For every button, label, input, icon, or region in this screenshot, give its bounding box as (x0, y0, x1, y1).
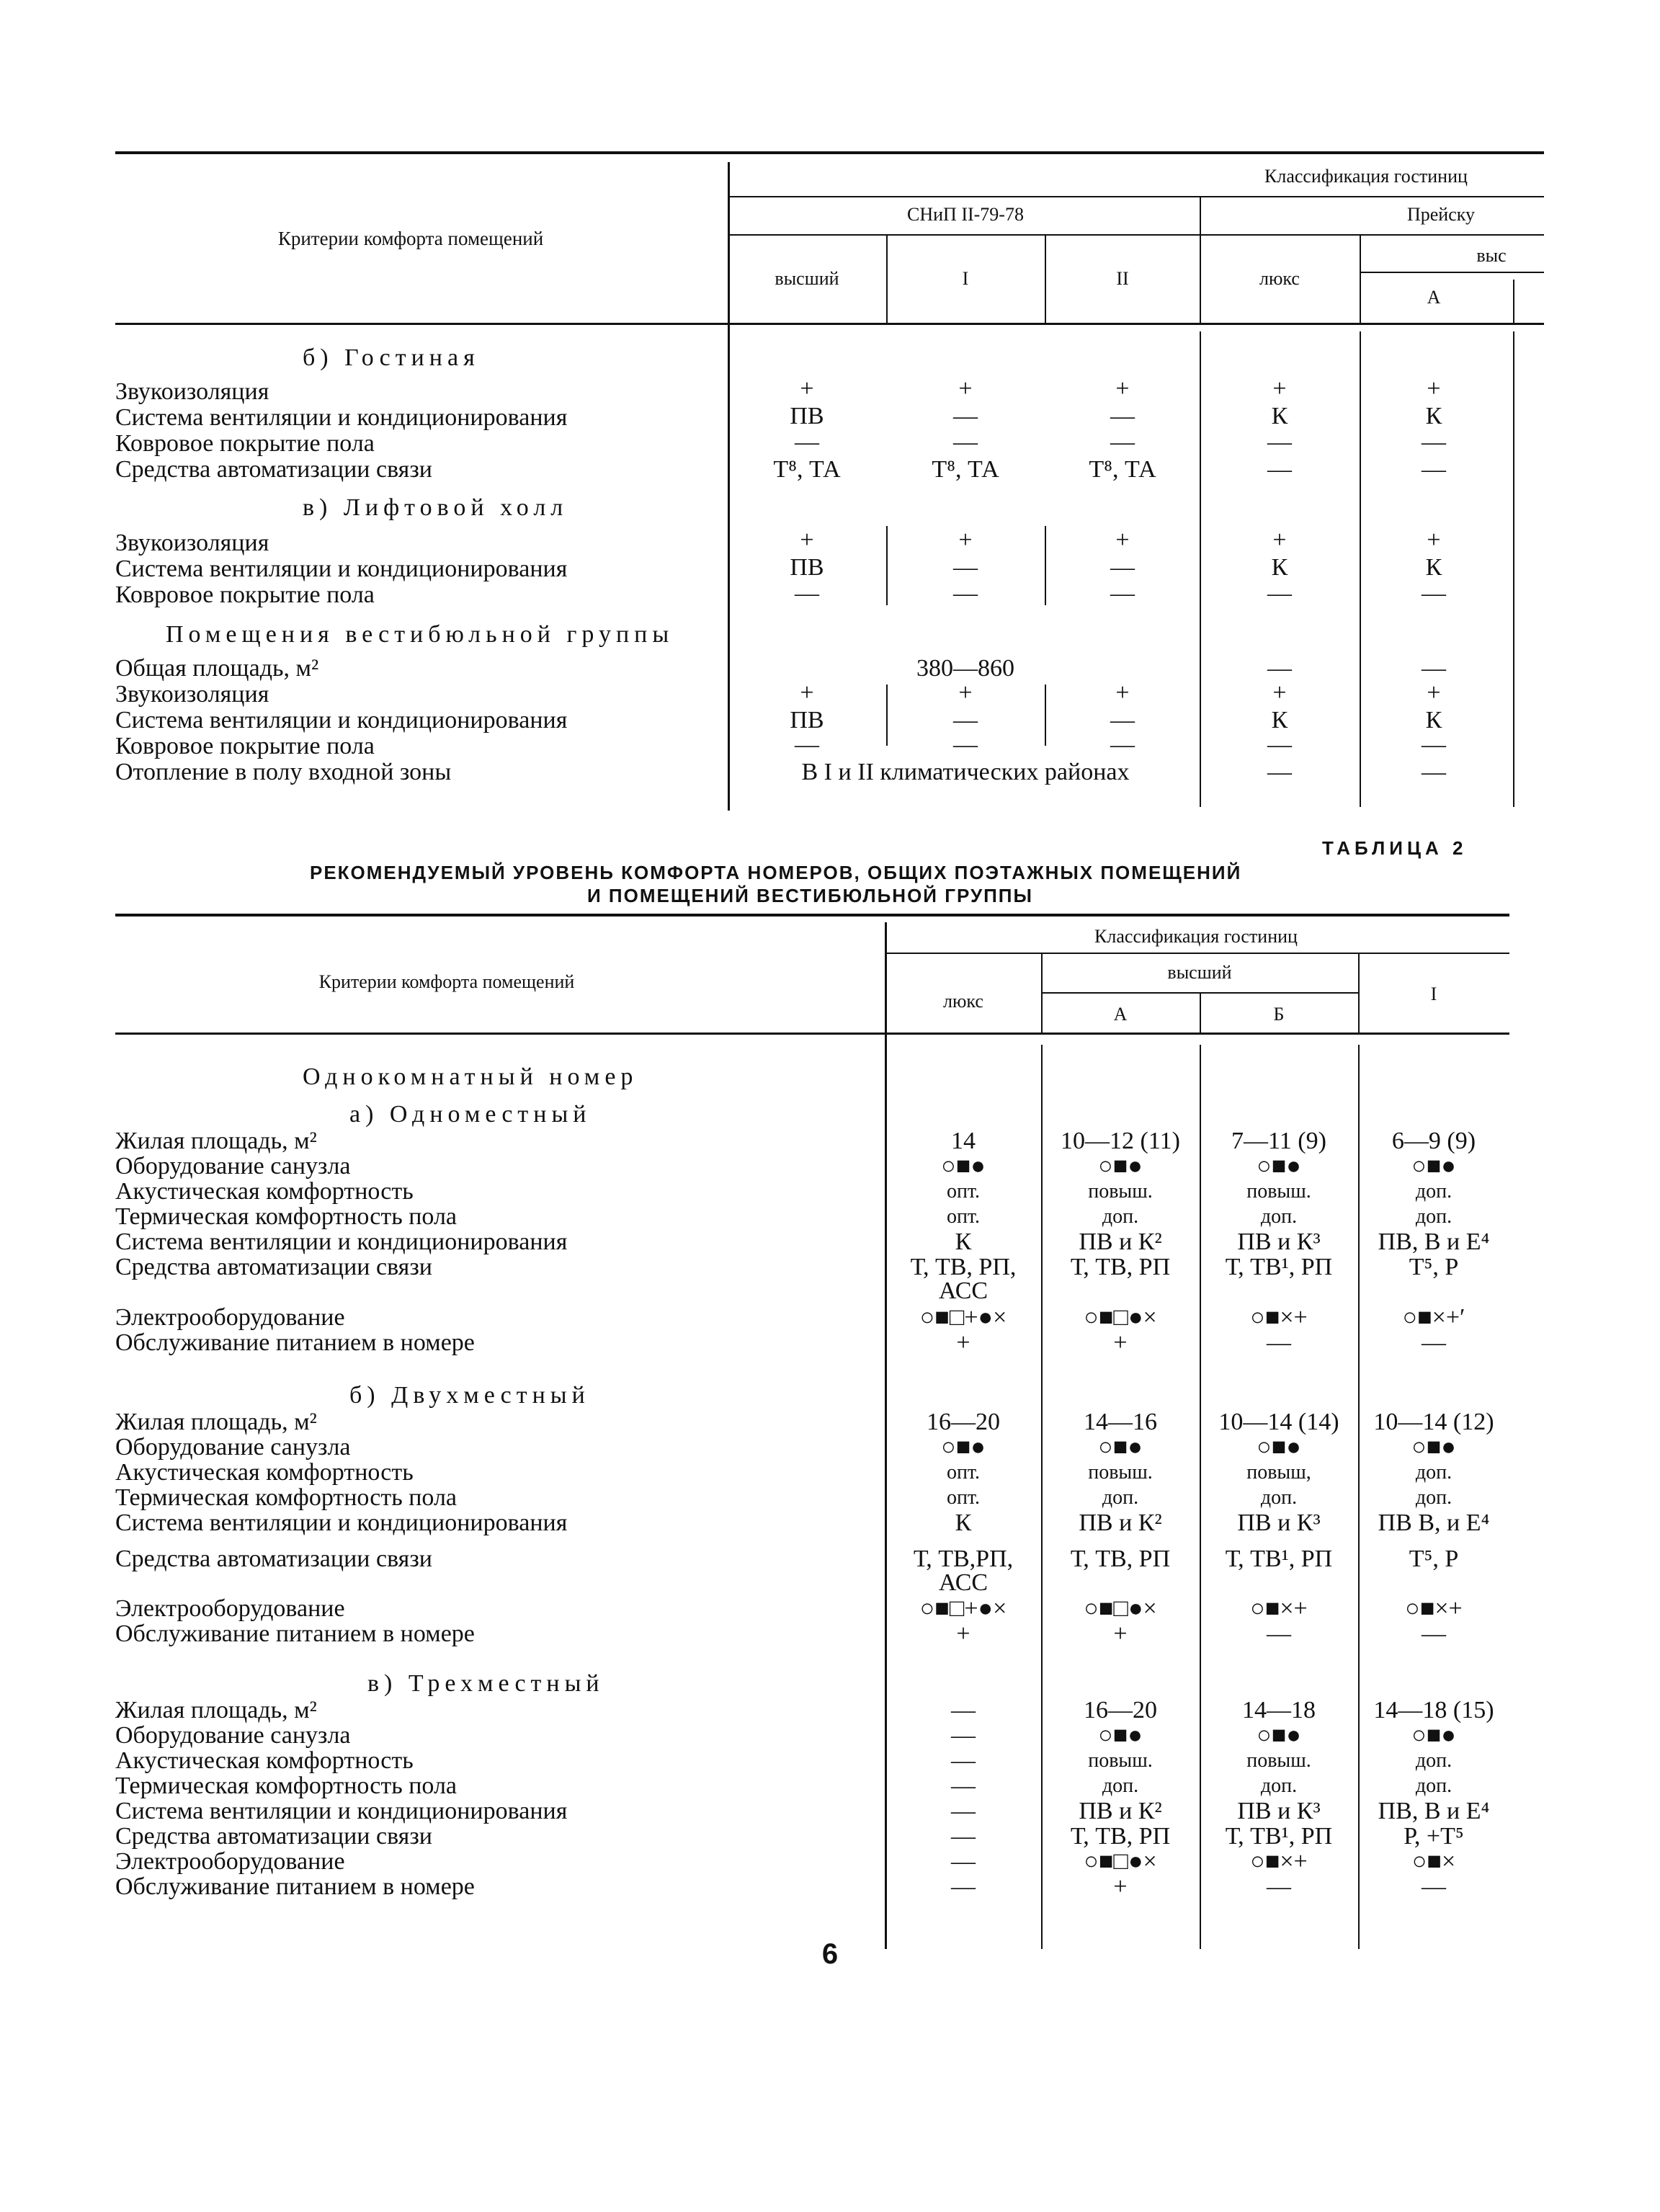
cell: + (1113, 1873, 1128, 1900)
table-title-line1: РЕКОМЕНДУЕМЫЙ УРОВЕНЬ КОМФОРТА НОМЕРОВ, ОБЩИХ ПОЭТАЖНЫХ ПОМЕЩЕНИЙ (310, 862, 1242, 883)
rule (728, 196, 1544, 197)
cell: — (953, 731, 978, 758)
cell: — (1110, 580, 1135, 607)
cell: Т, ТВ¹, РП (1225, 1823, 1333, 1850)
cell: ПВ (790, 554, 824, 581)
rule (1358, 1045, 1360, 1949)
cell: + (956, 1620, 970, 1647)
cell: К (1271, 707, 1288, 733)
rule (1513, 280, 1514, 323)
cell: — (951, 1747, 976, 1774)
cell: ПВ (790, 707, 824, 733)
cell: ○■× (1411, 1848, 1456, 1875)
cell: — (1422, 1873, 1446, 1900)
cell: повыш. (1246, 1749, 1311, 1772)
cell: К (955, 1509, 972, 1536)
cell: — (1267, 655, 1292, 682)
cell: Т⁵, Р (1409, 1546, 1459, 1572)
row-label: Звукоизоляция (115, 530, 269, 556)
cell: + (800, 375, 814, 402)
row-label: Оборудование санузла (115, 1434, 351, 1460)
cell: ПВ и К³ (1237, 1228, 1321, 1255)
row-label: Система вентиляции и кондиционирования (115, 404, 568, 431)
rule (1045, 684, 1046, 746)
row-label: Термическая комфортность пола (115, 1203, 458, 1230)
span-cell: В I и II климатических районах (801, 759, 1130, 785)
cell: 14—18 (15) (1373, 1697, 1494, 1723)
cell: К (1425, 554, 1442, 581)
cell: Т, ТВ, РП (1070, 1823, 1171, 1850)
rule (115, 151, 1544, 154)
rule (1200, 331, 1201, 807)
cell: ○■□+●× (919, 1595, 1007, 1622)
row-label: Термическая комфортность пола (115, 1484, 458, 1511)
cell: ○■● (1257, 1722, 1301, 1749)
cell: 7—11 (9) (1231, 1128, 1326, 1154)
row-label: Электрооборудование (115, 1304, 345, 1331)
section-title: в) Трехместный (367, 1670, 604, 1697)
row-label: Система вентиляции и кондиционирования (115, 707, 568, 733)
rule (115, 1033, 1509, 1035)
cell: опт. (946, 1486, 981, 1509)
cell: ○■● (1098, 1434, 1143, 1460)
cell: 10—14 (14) (1218, 1409, 1339, 1435)
cell: — (795, 429, 819, 455)
cell: — (1110, 731, 1135, 758)
cell: — (795, 731, 819, 758)
cell: доп. (1260, 1205, 1298, 1228)
row-label: Оборудование санузла (115, 1153, 351, 1179)
cell: ПВ и К³ (1237, 1798, 1321, 1824)
col-ii: II (1116, 268, 1129, 289)
cell: ПВ (790, 403, 824, 429)
cell: + (1272, 527, 1287, 553)
row-label: Акустическая комфортность (115, 1178, 414, 1205)
cell: — (1267, 1329, 1291, 1356)
cell: ПВ и К² (1079, 1228, 1162, 1255)
cell: — (1422, 655, 1446, 682)
cell: + (1272, 375, 1287, 402)
row-label: Средства автоматизации связи (115, 1546, 432, 1572)
classification-header: Классификация гостиниц (1264, 166, 1468, 187)
cell: Р, +Т⁵ (1404, 1823, 1464, 1850)
row-label: Ковровое покрытие пола (115, 430, 375, 457)
cell: + (958, 679, 973, 706)
cell: опт. (946, 1180, 981, 1203)
row-label: Акустическая комфортность (115, 1459, 414, 1486)
cell: — (1267, 759, 1292, 785)
cell: — (1422, 429, 1446, 455)
rule (885, 922, 887, 1949)
col-b: Б (1273, 1004, 1285, 1025)
table-number: ТАБЛИЦА 2 (1322, 837, 1468, 859)
cell: ПВ и К² (1079, 1798, 1162, 1824)
cell: — (951, 1697, 976, 1723)
cell: — (1267, 456, 1292, 483)
group-snip: СНиП II-79-78 (907, 204, 1024, 225)
row-label: Жилая площадь, м² (115, 1128, 317, 1154)
cell: — (1267, 1620, 1291, 1647)
col-vysshiy: высший (1167, 962, 1232, 983)
cell: повыш. (1088, 1180, 1153, 1203)
cell: ○■● (1257, 1153, 1301, 1179)
cell: ○■● (1411, 1434, 1456, 1460)
cell: 16—20 (927, 1409, 1000, 1435)
rule (728, 234, 1544, 236)
rule (886, 234, 888, 323)
cell: + (800, 527, 814, 553)
cell: — (1110, 554, 1135, 581)
cell: ПВ, В и Е⁴ (1378, 1798, 1490, 1824)
row-label: Система вентиляции и кондиционирования (115, 556, 568, 582)
row-label: Обслуживание питанием в номере (115, 1873, 475, 1900)
cell: Т, ТВ¹, РП (1225, 1254, 1333, 1280)
cell: — (1110, 403, 1135, 429)
rule (1045, 526, 1046, 605)
rule (1360, 331, 1361, 807)
cell: + (956, 1329, 970, 1356)
cell: — (1422, 731, 1446, 758)
rule (1360, 234, 1361, 323)
table-title-line2: И ПОМЕЩЕНИЙ ВЕСТИБЮЛЬНОЙ ГРУППЫ (587, 885, 1033, 906)
cell: АСС (938, 1569, 989, 1596)
criteria-header: Критерии комфорта помещений (318, 971, 575, 992)
cell: — (1422, 580, 1446, 607)
cell: Т, ТВ,РП, (913, 1546, 1014, 1572)
cell: доп. (1260, 1486, 1298, 1509)
col-i: I (962, 268, 969, 289)
section-title: б) Гостиная (303, 344, 480, 371)
cell: ПВ В, и Е⁴ (1378, 1509, 1490, 1536)
cell: 14 (951, 1128, 976, 1154)
cell: доп. (1415, 1180, 1452, 1203)
cell: ○■×+ (1405, 1595, 1463, 1622)
cell: ○■×+′ (1402, 1304, 1465, 1331)
cell: 14—16 (1084, 1409, 1157, 1435)
rule (115, 323, 1544, 325)
row-label: Жилая площадь, м² (115, 1409, 317, 1435)
cell: — (951, 1722, 976, 1749)
cell: + (958, 375, 973, 402)
cell: — (951, 1873, 976, 1900)
cell: опт. (946, 1205, 981, 1228)
cell: ПВ, В и Е⁴ (1378, 1228, 1490, 1255)
col-vys: выс (1476, 245, 1507, 266)
cell: К (1271, 403, 1288, 429)
row-label: Термическая комфортность пола (115, 1772, 458, 1799)
cell: — (951, 1848, 976, 1875)
cell: ○■□+●× (919, 1304, 1007, 1331)
rule (1200, 992, 1201, 1033)
cell: — (951, 1823, 976, 1850)
cell: ○■● (1098, 1722, 1143, 1749)
cell: — (1422, 1620, 1446, 1647)
row-label: Обслуживание питанием в номере (115, 1620, 475, 1647)
cell: ПВ и К³ (1237, 1509, 1321, 1536)
cell: доп. (1415, 1775, 1452, 1797)
cell: Т⁸, ТА (773, 456, 841, 483)
cell: ○■×+ (1250, 1595, 1308, 1622)
rule (885, 953, 1509, 954)
cell: опт. (946, 1461, 981, 1484)
cell: повыш. (1088, 1461, 1153, 1484)
cell: — (1267, 1873, 1291, 1900)
row-label: Система вентиляции и кондиционирования (115, 1228, 568, 1255)
cell: доп. (1102, 1205, 1139, 1228)
rule (1041, 1045, 1043, 1949)
cell: ○■×+ (1250, 1304, 1308, 1331)
cell: — (1267, 580, 1292, 607)
classification-header: Классификация гостиниц (1094, 926, 1298, 947)
rule (886, 526, 888, 605)
cell: К (1271, 554, 1288, 581)
cell: — (951, 1798, 976, 1824)
cell: Т, ТВ, РП (1070, 1546, 1171, 1572)
cell: — (1110, 707, 1135, 733)
cell: ○■● (1098, 1153, 1143, 1179)
cell: — (1422, 456, 1446, 483)
cell: доп. (1415, 1205, 1452, 1228)
row-label: Обслуживание питанием в номере (115, 1329, 475, 1356)
row-label: Жилая площадь, м² (115, 1697, 317, 1723)
cell: К (1425, 403, 1442, 429)
row-label: Система вентиляции и кондиционирования (115, 1798, 568, 1824)
cell: + (1427, 679, 1441, 706)
cell: — (795, 580, 819, 607)
main-title: Однокомнатный номер (303, 1063, 638, 1090)
cell: АСС (938, 1277, 989, 1304)
row-label: Средства автоматизации связи (115, 1254, 432, 1280)
rule (1513, 331, 1514, 807)
cell: — (1422, 759, 1446, 785)
cell: К (955, 1228, 972, 1255)
rule (886, 684, 888, 746)
cell: ○■● (1411, 1153, 1456, 1179)
cell: 10—14 (12) (1373, 1409, 1494, 1435)
rule (1045, 234, 1046, 323)
cell: 6—9 (9) (1391, 1128, 1476, 1154)
row-label: Средства автоматизации связи (115, 1823, 432, 1850)
cell: ○■● (1257, 1434, 1301, 1460)
cell: + (1272, 679, 1287, 706)
col-a: А (1113, 1004, 1128, 1025)
cell: + (1115, 527, 1130, 553)
cell: 16—20 (1084, 1697, 1157, 1723)
row-label: Отопление в полу входной зоны (115, 759, 452, 785)
row-label: Ковровое покрытие пола (115, 733, 375, 759)
cell: + (1113, 1620, 1128, 1647)
cell: — (951, 1772, 976, 1799)
col-vysshiy: высший (775, 268, 839, 289)
cell: ПВ и К² (1079, 1509, 1162, 1536)
cell: повыш, (1246, 1461, 1311, 1484)
group-preisku: Прейску (1406, 204, 1476, 225)
row-label: Средства автоматизации связи (115, 456, 432, 483)
row-label: Оборудование санузла (115, 1722, 351, 1749)
section-title: а) Одноместный (349, 1101, 592, 1128)
cell: доп. (1415, 1461, 1452, 1484)
cell: — (1267, 731, 1292, 758)
cell: + (1113, 1329, 1128, 1356)
cell: + (800, 679, 814, 706)
section-title: б) Двухместный (349, 1382, 590, 1409)
span-cell: 380—860 (916, 655, 1014, 682)
cell: Т, ТВ, РП (1070, 1254, 1171, 1280)
section-title: Помещения вестибюльной группы (166, 621, 674, 648)
cell: доп. (1415, 1749, 1452, 1772)
col-lux: люкс (943, 991, 983, 1012)
row-label: Звукоизоляция (115, 681, 269, 708)
cell: повыш. (1246, 1180, 1311, 1203)
cell: Т, ТВ¹, РП (1225, 1546, 1333, 1572)
cell: ○■□●× (1084, 1595, 1157, 1622)
cell: — (1110, 429, 1135, 455)
cell: 10—12 (11) (1061, 1128, 1180, 1154)
cell: Т⁸, ТА (1089, 456, 1156, 483)
cell: — (953, 403, 978, 429)
rule (728, 162, 730, 811)
cell: ○■□●× (1084, 1304, 1157, 1331)
cell: + (1427, 527, 1441, 553)
rule (1041, 953, 1043, 1033)
cell: + (958, 527, 973, 553)
section-title: в) Лифтовой холл (303, 494, 568, 521)
cell: — (953, 554, 978, 581)
cell: ○■□●× (1084, 1848, 1157, 1875)
cell: — (1422, 1329, 1446, 1356)
cell: + (1115, 375, 1130, 402)
row-label: Электрооборудование (115, 1848, 345, 1875)
row-label: Акустическая комфортность (115, 1747, 414, 1774)
row-label: Ковровое покрытие пола (115, 581, 375, 608)
page-number: 6 (821, 1938, 839, 1970)
cell: + (1427, 375, 1441, 402)
cell: ○■● (1411, 1722, 1456, 1749)
cell: Т⁸, ТА (932, 456, 999, 483)
cell: — (953, 429, 978, 455)
cell: ○■● (941, 1434, 986, 1460)
cell: доп. (1102, 1775, 1139, 1797)
row-label: Система вентиляции и кондиционирования (115, 1509, 568, 1536)
cell: доп. (1260, 1775, 1298, 1797)
rule (1200, 196, 1201, 323)
col-lux: люкс (1259, 268, 1300, 289)
col-a: А (1427, 287, 1441, 308)
cell: 14—18 (1242, 1697, 1316, 1723)
cell: повыш. (1088, 1749, 1153, 1772)
row-label: Электрооборудование (115, 1595, 345, 1622)
cell: ○■● (941, 1153, 986, 1179)
col-i: I (1430, 984, 1437, 1004)
rule (1200, 1045, 1201, 1949)
rule (1358, 953, 1360, 1033)
row-label: Звукоизоляция (115, 378, 269, 405)
row-label: Общая площадь, м² (115, 655, 319, 682)
cell: К (1425, 707, 1442, 733)
criteria-header: Критерии комфорта помещений (277, 228, 544, 249)
rule (115, 914, 1509, 917)
cell: + (1115, 679, 1130, 706)
cell: — (953, 707, 978, 733)
cell: ○■×+ (1250, 1848, 1308, 1875)
cell: доп. (1415, 1486, 1452, 1509)
cell: Т⁵, Р (1409, 1254, 1459, 1280)
cell: — (953, 580, 978, 607)
cell: — (1267, 429, 1292, 455)
rule (1360, 272, 1544, 273)
cell: доп. (1102, 1486, 1139, 1509)
cell: Т, ТВ, РП, (910, 1254, 1017, 1280)
